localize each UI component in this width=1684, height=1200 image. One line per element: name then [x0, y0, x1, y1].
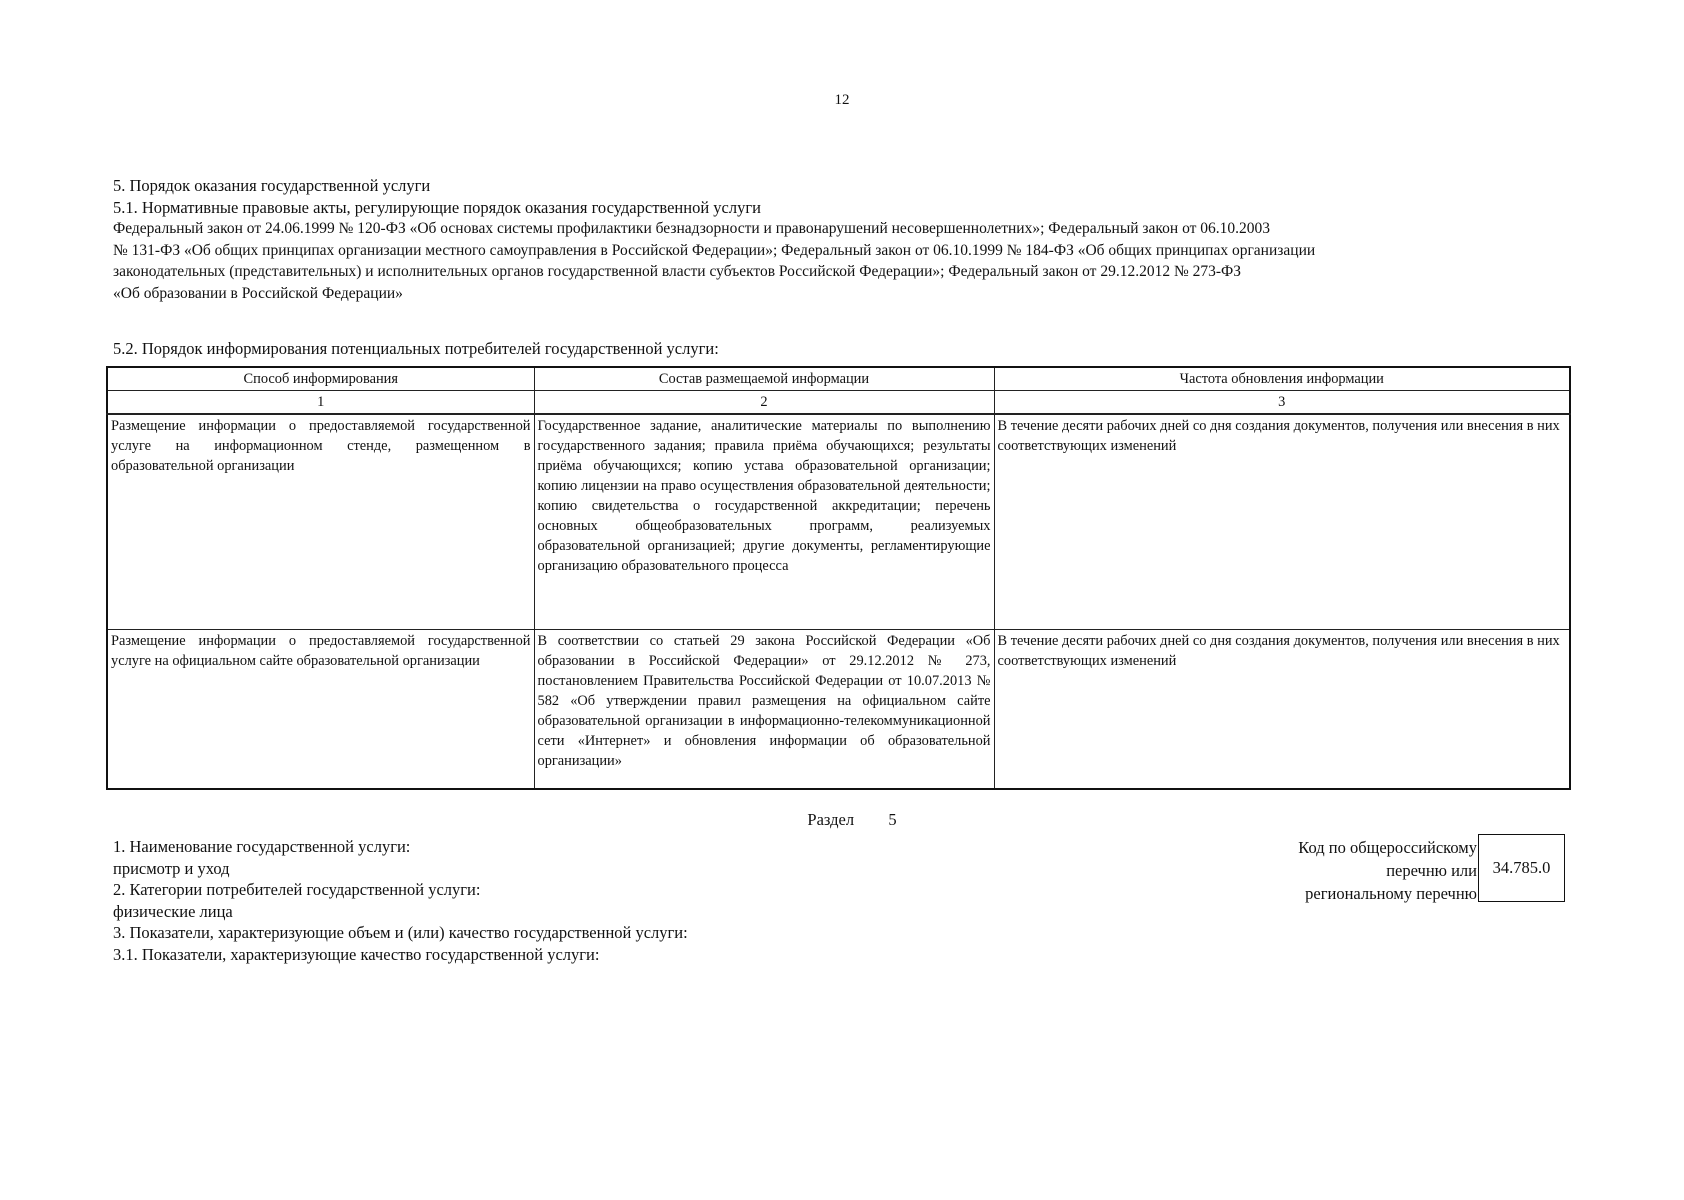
service-block: [113, 836, 688, 965]
part-title: [0, 810, 1684, 830]
column-header: Способ информирования: [107, 367, 534, 391]
consumer-category-value: физические лица: [113, 901, 233, 921]
table-header-row: [107, 367, 1570, 391]
service-name-label: 1. Наименование государственной услуги:: [113, 837, 411, 856]
legal-acts-line: «Об образовании в Российской Федерации»: [113, 284, 403, 302]
content-cell: Государственное задание, аналитические материалы по выполнению государственного задания; правила приёма обучающихся; результаты приёма обучающихся; копию устава образовательной организации; копию лицензии на право осуществления образовательной деятельности; копию свидетельства о государственной аккредитации; перечень основных общеобразовательных программ, реализуемых образовательной организацией; другие документы, регламентирующие организацию образовательного процесса: [534, 414, 994, 630]
content-cell: В соответствии со статьей 29 закона Российской Федерации «Об образовании в Российской Федерации» от 29.12.2012 № 273, постановлением Правительства Российской Федерации от 10.07.2013 № 582 «Об утверждении правил размещения на официальном сайте образовательной организации в информационно-телекоммуникационной сети «Интернет» и обновления информации об образовательной организации»: [534, 630, 994, 790]
code-label-line: региональному перечню: [1305, 884, 1477, 903]
table-row: [107, 414, 1570, 630]
page-number: 12: [834, 92, 850, 108]
part-label: Раздел: [807, 810, 855, 829]
section-5-block: [113, 175, 1315, 304]
info-heading: 5.2. Порядок информирования потенциальных потребителей государственной услуги:: [113, 339, 719, 358]
legal-acts-line: законодательных (представительных) и исполнительных органов государственной власти субъектов Российской Федерации»; Федеральный закон от 29.12.2012 № 273-ФЗ: [113, 263, 1242, 280]
section-subheading: 5.1. Нормативные правовые акты, регулирующие порядок оказания государственной услуги: [113, 197, 761, 217]
column-number-row: [107, 391, 1570, 415]
method-cell: Размещение информации о предоставляемой государственной услуге на информационном стенде, размещенном в образовательной организации: [107, 414, 534, 630]
service-name-value: присмотр и уход: [113, 858, 230, 878]
table-row: [107, 630, 1570, 790]
part-number: 5: [888, 810, 897, 829]
column-number: 1: [107, 391, 534, 415]
frequency-cell: В течение десяти рабочих дней со дня создания документов, получения или внесения в них соответствующих изменений: [994, 414, 1570, 630]
code-label: [1298, 836, 1477, 905]
indicators-label: 3. Показатели, характеризующие объем и (или) качество государственной услуги:: [113, 923, 688, 942]
column-header: Состав размещаемой информации: [534, 367, 994, 391]
information-table: [106, 366, 1571, 790]
section-heading: 5. Порядок оказания государственной услуги: [113, 176, 431, 195]
legal-acts-line: Федеральный закон от 24.06.1999 № 120-ФЗ «Об основах системы профилактики безнадзорности и правонарушений несовершеннолетних»; Федеральный закон от 06.10.2003: [113, 220, 1271, 237]
legal-acts-line: № 131-ФЗ «Об общих принципах организации местного самоуправления в Российской Федерации»; Федеральный закон от 06.10.1999 № 184-ФЗ «Об общих принципах организации: [113, 241, 1316, 259]
column-number: 3: [994, 391, 1570, 415]
column-header: Частота обновления информации: [994, 367, 1570, 391]
frequency-cell: В течение десяти рабочих дней со дня создания документов, получения или внесения в них соответствующих изменений: [994, 630, 1570, 790]
code-label-line: перечню или: [1386, 861, 1477, 880]
code-value-box: 34.785.0: [1478, 834, 1565, 902]
quality-indicators-label: 3.1. Показатели, характеризующие качество государственной услуги:: [113, 944, 600, 964]
consumer-category-label: 2. Категории потребителей государственной услуги:: [113, 880, 481, 899]
column-number: 2: [534, 391, 994, 415]
code-label-line: Код по общероссийскому: [1298, 838, 1477, 857]
method-cell: Размещение информации о предоставляемой государственной услуге на официальном сайте образовательной организации: [107, 630, 534, 790]
